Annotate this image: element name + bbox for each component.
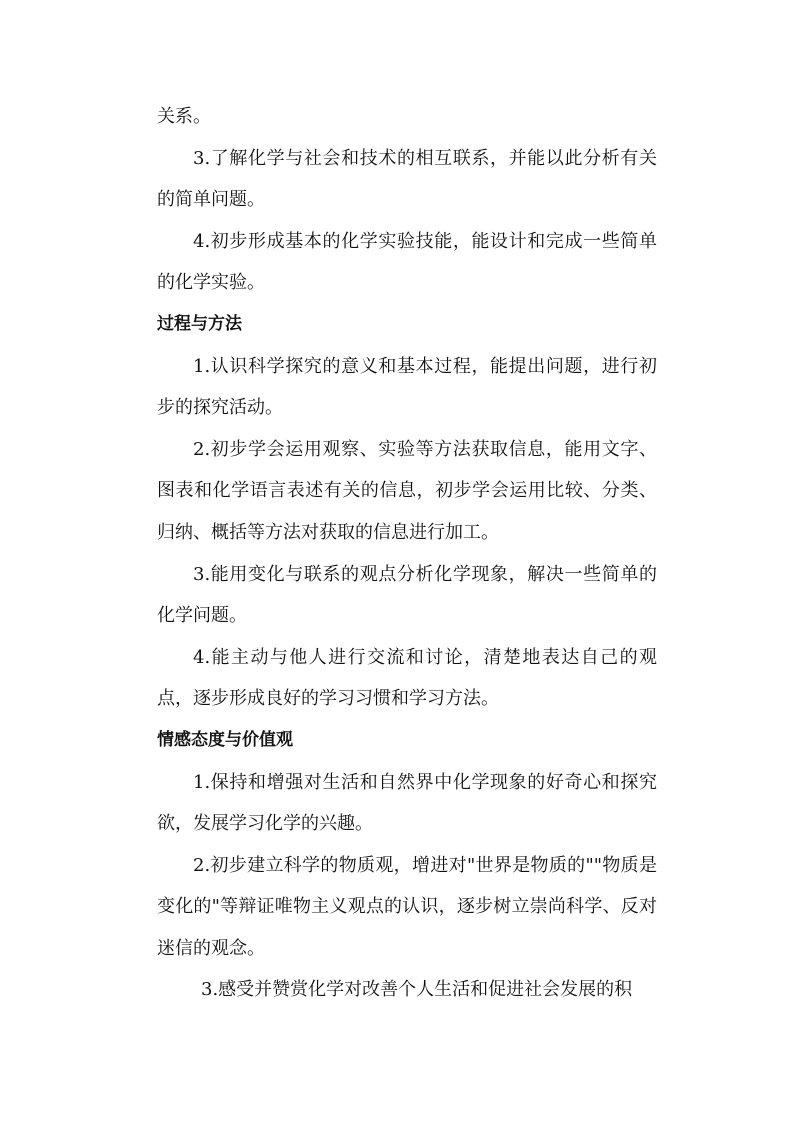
paragraph-continuation: 关系。 xyxy=(157,106,211,127)
section-heading-attitudes-values: 情感态度与价值观 xyxy=(157,729,293,750)
paragraph-item-4: 4.初步形成基本的化学实验技能，能设计和完成一些简单的化学实验。 xyxy=(157,230,657,294)
process-item-3: 3.能用变化与联系的观点分析化学现象，解决一些简单的化学问题。 xyxy=(157,563,657,627)
paragraph-item-3: 3.了解化学与社会和技术的相互联系，并能以此分析有关的简单问题。 xyxy=(157,147,657,211)
attitude-item-1: 1.保持和增强对生活和自然界中化学现象的好奇心和探究欲，发展学习化学的兴趣。 xyxy=(157,771,657,835)
process-item-4: 4.能主动与他人进行交流和讨论，清楚地表达自己的观点，逐步形成良好的学习习惯和学习方法。 xyxy=(157,646,657,710)
attitude-item-2: 2.初步建立科学的物质观，增进对"世界是物质的""物质是变化的"等辩证唯物主义观点的认识，逐步树立崇尚科学、反对迷信的观念。 xyxy=(157,854,657,959)
attitude-item-3: 3.感受并赞赏化学对改善个人生活和促进社会发展的积 xyxy=(201,979,633,1001)
process-item-1: 1.认识科学探究的意义和基本过程，能提出问题，进行初步的探究活动。 xyxy=(157,355,657,419)
section-heading-process-methods: 过程与方法 xyxy=(157,313,242,334)
process-item-2: 2.初步学会运用观察、实验等方法获取信息，能用文字、图表和化学语言表述有关的信息，初步学会运用比较、分类、归纳、概括等方法对获取的信息进行加工。 xyxy=(157,438,657,543)
document-body xyxy=(157,96,657,1011)
